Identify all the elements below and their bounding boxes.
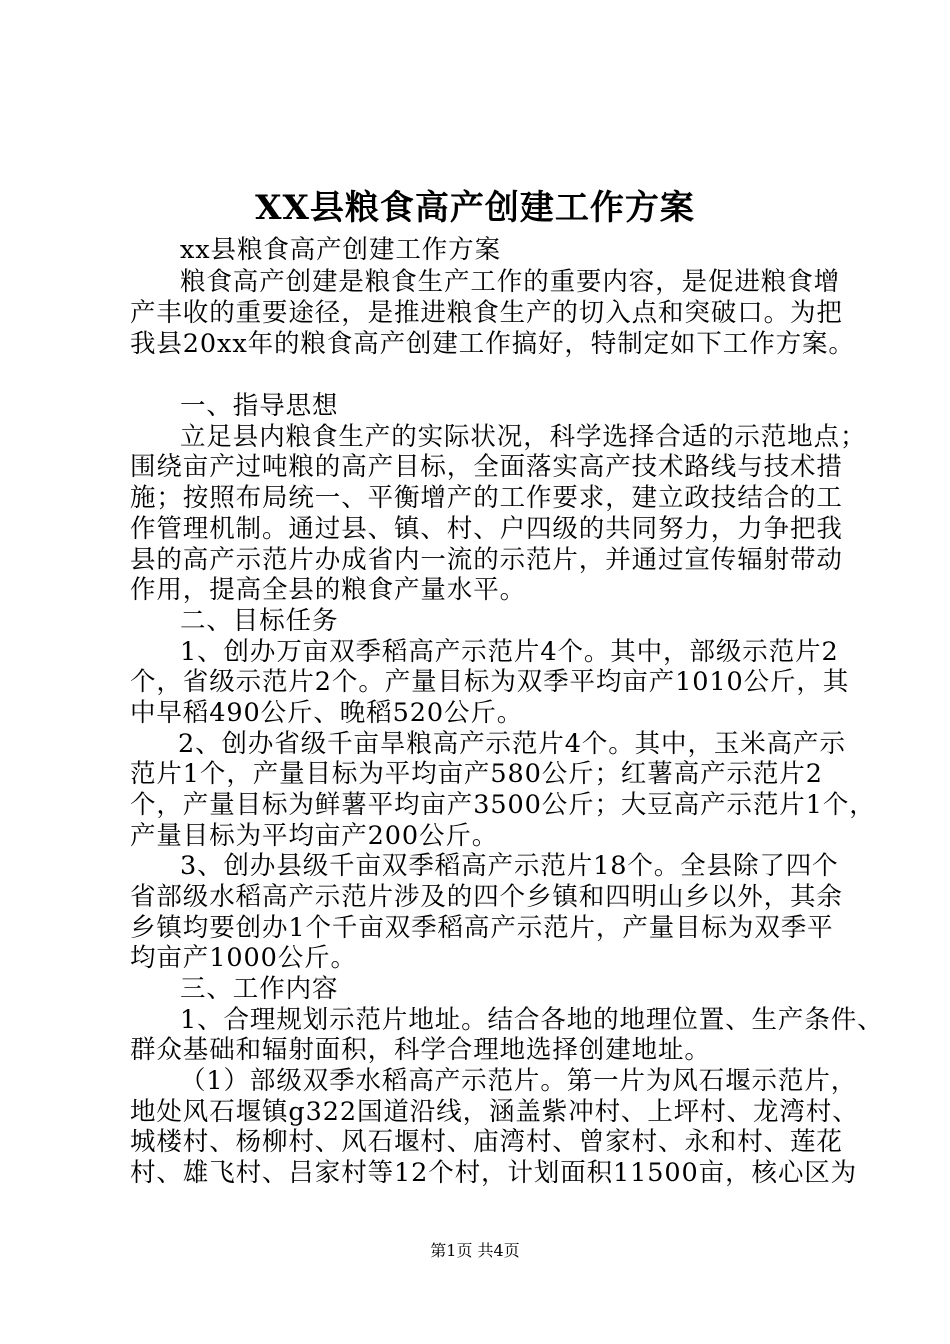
paragraph-line: 粮食高产创建是粮食生产工作的重要内容，是促进粮食增 — [180, 267, 841, 297]
paragraph-line: 均亩产1000公斤。 — [130, 943, 357, 973]
paragraph-line: （1）部级双季水稻高产示范片。第一片为风石堰示范片， — [180, 1066, 858, 1096]
subtitle-line: xx县粮食高产创建工作方案 — [180, 235, 501, 265]
paragraph-line: 我县20xx年的粮食高产创建工作搞好，特制定如下工作方案。 — [130, 329, 855, 359]
paragraph-line: 产量目标为平均亩产200公斤。 — [130, 821, 499, 851]
paragraph-line: 产丰收的重要途径，是推进粮食生产的切入点和突破口。为把 — [130, 298, 843, 328]
paragraph-line: 省部级水稻高产示范片涉及的四个乡镇和四明山乡以外，其余 — [130, 882, 843, 912]
paragraph-line: 施；按照布局统一、平衡增产的工作要求，建立政技结合的工 — [130, 483, 843, 513]
section-heading: 一、指导思想 — [180, 391, 339, 421]
paragraph-line: 2、创办省级千亩旱粮高产示范片4个。其中，玉米高产示 — [178, 729, 846, 759]
paragraph-line: 县的高产示范片办成省内一流的示范片，并通过宣传辐射带动 — [130, 545, 843, 575]
paragraph-line: 立足县内粮食生产的实际状况，科学选择合适的示范地点； — [180, 422, 867, 452]
paragraph-line: 地处风石堰镇g322国道沿线，涵盖紫冲村、上坪村、龙湾村、 — [130, 1097, 859, 1127]
paragraph-line: 个，省级示范片2个。产量目标为双季平均亩产1010公斤，其 — [130, 667, 850, 697]
paragraph-line: 群众基础和辐射面积，科学合理地选择创建地址。 — [130, 1035, 711, 1065]
paragraph-line: 范片1个，产量目标为平均亩产580公斤；红薯高产示范片2 — [130, 759, 823, 789]
paragraph-line: 中早稻490公斤、晚稻520公斤。 — [130, 698, 524, 728]
section-heading: 三、工作内容 — [180, 974, 339, 1004]
paragraph-line: 1、创办万亩双季稻高产示范片4个。其中，部级示范片2 — [180, 637, 839, 667]
section-heading: 二、目标任务 — [180, 606, 339, 636]
paragraph-line: 城楼村、杨柳村、风石堰村、庙湾村、曾家村、永和村、莲花 — [130, 1127, 843, 1157]
paragraph-line: 作用，提高全县的粮食产量水平。 — [130, 575, 527, 605]
paragraph-line: 作管理机制。通过县、镇、村、户四级的共同努力，力争把我 — [130, 514, 843, 544]
document-title: XX县粮食高产创建工作方案 — [255, 188, 695, 228]
paragraph-line: 乡镇均要创办1个千亩双季稻高产示范片，产量目标为双季平 — [130, 913, 834, 943]
paragraph-line: 个，产量目标为鲜薯平均亩产3500公斤；大豆高产示范片1个， — [130, 790, 876, 820]
paragraph-line: 1、合理规划示范片地址。结合各地的地理位置、生产条件、 — [180, 1005, 884, 1035]
paragraph-line: 围绕亩产过吨粮的高产目标，全面落实高产技术路线与技术措 — [130, 452, 843, 482]
page-footer: 第1页 共4页 — [430, 1241, 520, 1260]
paragraph-line: 3、创办县级千亩双季稻高产示范片18个。全县除了四个 — [180, 851, 839, 881]
paragraph-line: 村、雄飞村、吕家村等12个村，计划面积11500亩，核心区为 — [130, 1158, 858, 1188]
